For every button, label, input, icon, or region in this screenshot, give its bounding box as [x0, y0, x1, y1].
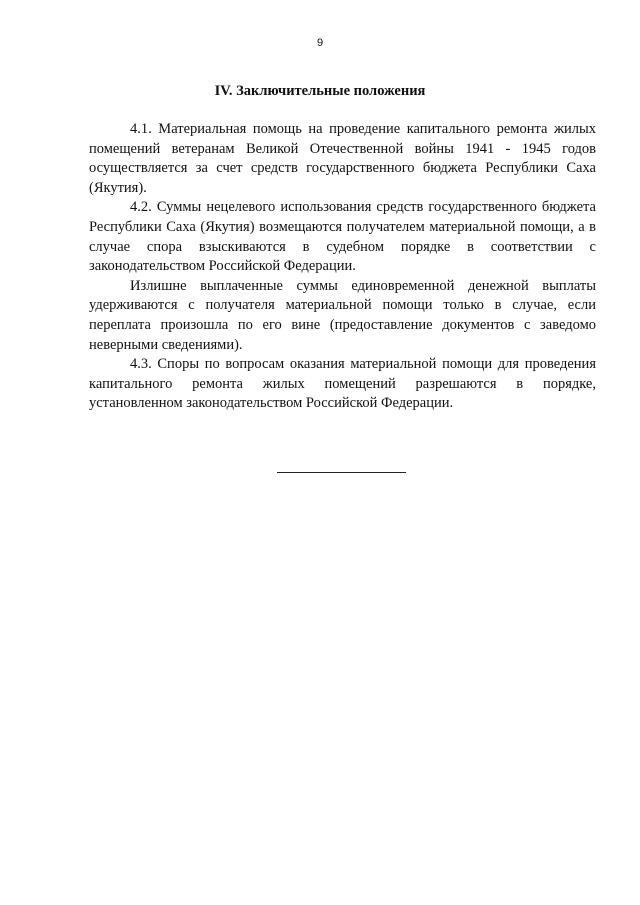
- paragraph-4-1: 4.1. Материальная помощь на проведение капитального ремонта жилых помещений ветеранам Великой Отечественной войны 1941 - 1945 годов осуществляется за счет средств государственного бюджета Республики Саха (Якутия).: [89, 121, 596, 196]
- end-of-document-rule: [277, 472, 406, 473]
- paragraph-4-2: 4.2. Суммы нецелевого использования средств государственного бюджета Республики Саха (Якутия) возмещаются получателем материальной помощи, а в случае спора взыскиваются в судебном порядке в соответствии с законодательством Российской Федерации.: [89, 199, 596, 275]
- section-title: IV. Заключительные положения: [214, 83, 426, 99]
- paragraph-overpayment: Излишне выплаченные суммы единовременной денежной выплаты удерживаются с получателя материальной помощи только в случае, если переплата произошла по его вине (предоставление документов с заведомо неверными сведениями).: [89, 277, 596, 353]
- paragraph-4-3: 4.3. Споры по вопросам оказания материальной помощи для проведения капитального ремонта жилых помещений разрешаются в порядке, установленном законодательством Российской Федерации.: [89, 356, 596, 412]
- page-number: 9: [316, 37, 324, 49]
- document-body: [89, 120, 596, 414]
